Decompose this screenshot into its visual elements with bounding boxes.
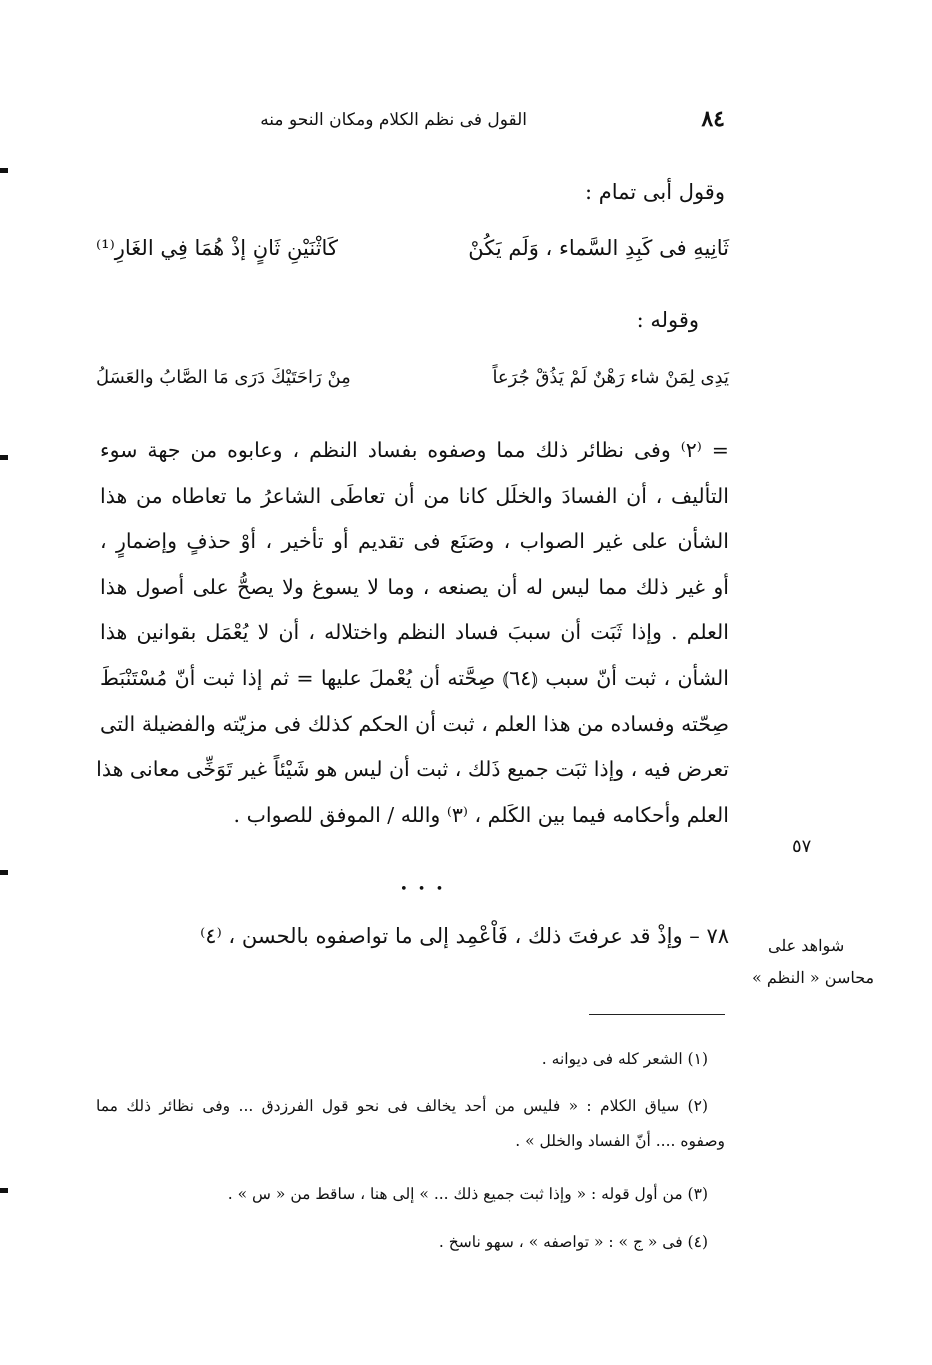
side-heading-line-2: محاسن « النظم » — [752, 968, 875, 987]
verse-1 — [96, 236, 729, 260]
footnote-3: (٣) من أول قوله : « وإذا ثبت جميع ذلك ... » إلى هنا ، ساقط من « س » . — [227, 1185, 708, 1203]
scan-edge-mark — [0, 455, 8, 460]
footnote-4: (٤) فى « ج » : « تواصفه » ، سهو ناسخ . — [438, 1233, 708, 1251]
paragraph-line: الشأن ، ثبت أنّ سبب ⦅٦٤⦆ صِحَّته أن يُعْملَ عليها = ثم إذا ثبت أنّ مُسْتَنْبَطَ — [100, 665, 729, 690]
paragraph-line: العلم وأحكامه فيما بين الكَلم ، ⁽٣⁾ والله / الموفق للصواب . — [233, 802, 729, 827]
footnote-1: (١) الشعر كله فى ديوانه . — [541, 1050, 708, 1068]
page-number: ٨٤ — [701, 106, 725, 132]
side-heading-line-1: شواهد على — [768, 936, 845, 955]
body-paragraph — [96, 428, 729, 838]
verse-1-second-hemistich: كَاثْنَيْنِ ثَانٍ إذْ هُمَا فِي الغَارِ⁽¹⁾ — [96, 236, 338, 260]
paragraph-line: = ⁽٢⁾ وفى نظائر ذلك مما وصفوه بفساد النظم ، وعابوه من جهة سوء — [100, 438, 729, 462]
paragraph-line: تعرض فيه ، وإذا ثبَت جميع ذَلك ، ثبت أن ليس هو شَيْئاً غير تَوَخِّى معانى هذا — [96, 757, 729, 782]
verse-intro-his-saying: وقوله : — [636, 308, 699, 332]
running-header-title: القول فى نظم الكلام ومكان النحو منه — [260, 110, 527, 130]
footnote-divider — [589, 1014, 725, 1015]
paragraph-line: صِحّته وفساده من هذا العلم ، ثبت أن الحكم كذلك فى مزيّته والفضيلة التى — [100, 711, 729, 736]
scan-edge-mark — [0, 1188, 8, 1193]
scan-edge-mark — [0, 870, 8, 875]
scan-edge-mark — [0, 168, 8, 173]
verse-intro-abu-tammam: وقول أبى تمام : — [585, 180, 725, 204]
paragraph-line: العلم . وإذا ثَبَت أن سببَ فساد النظم واختلاله ، أن لا يُعْمَل بقوانين هذا — [100, 620, 729, 645]
margin-section-number: ٥٧ — [792, 836, 812, 857]
verse-2-first-hemistich: يَدِى لِمَنْ شاء رَهْنٌ لَمْ يَذُقْ جُرَعاً — [492, 367, 729, 388]
section-78-heading: ٧٨ – وإذْ قد عرفتَ ذلك ، فَاْعْمِد إلى ما تواصفوه بالحسن ، ⁽٤⁾ — [200, 924, 729, 948]
section-separator: • • • — [400, 882, 447, 897]
footnote-2-line-2: وصفوه .... أنّ الفساد والخلل » . — [515, 1132, 725, 1150]
verse-2-second-hemistich: مِنْ رَاحَتَيْكَ دَرَى مَا الصَّابُ والعَسَلُ — [96, 367, 351, 388]
verse-1-first-hemistich: ثَانِيهِ فى كَبِدِ السَّماء ، وَلَم يَكُنْ — [468, 236, 729, 260]
paragraph-line: التأليف ، أن الفسادَ والخلَل كانا من أن تعاطَى الشاعرُ ما تعاطاه من هذا — [100, 483, 729, 508]
paragraph-line: الشأن على غير الصواب ، وصَنَع فى تقديم أو تأخير ، أوْ حذفٍ وإضمارٍ ، — [100, 529, 729, 554]
footnote-2-line-1: (٢) سياق الكلام : « فليس من أحد يخالف فى نحو قول الفرزدق ... وفى نظائر ذلك مما — [96, 1097, 708, 1115]
paragraph-line: أو غير ذلك مما ليس له أن يصنعه ، وما لا يسوغ ولا يصحُّ على أصول هذا — [100, 574, 729, 599]
verse-2 — [96, 367, 729, 388]
